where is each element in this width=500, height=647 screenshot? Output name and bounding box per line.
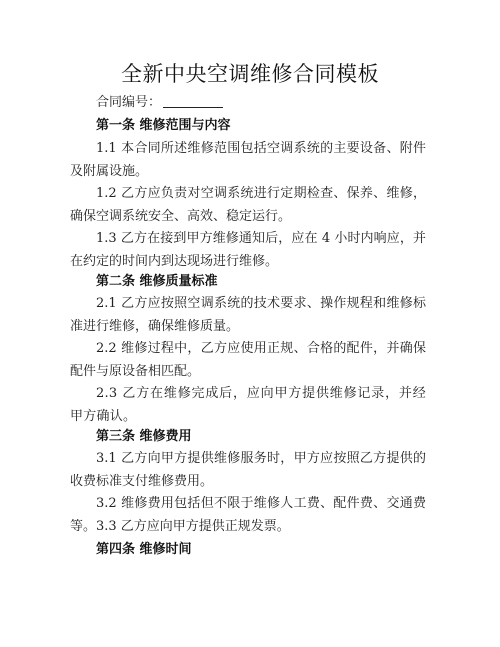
section-3-heading: 第三条 维修费用: [96, 429, 192, 444]
clause-1-2: 1.2 乙方应负责对空调系统进行定期检查、保养、维修，确保空调系统安全、高效、稳定运行。: [70, 186, 426, 224]
clause-2-2: 2.2 维修过程中，乙方应使用正规、合格的配件，并确保配件与原设备相匹配。: [70, 341, 426, 379]
document-title: 全新中央空调维修合同模板: [121, 62, 379, 86]
clause-2-1: 2.1 乙方应按照空调系统的技术要求、操作规程和维修标准进行维修，确保维修质量。: [70, 296, 426, 334]
clause-1-1: 1.1 本合同所述维修范围包括空调系统的主要设备、附件及附属设施。: [70, 141, 426, 179]
clause-1-3: 1.3 乙方在接到甲方维修通知后，应在 4 小时内响应，并在约定的时间内到达现场进行维修。: [70, 231, 426, 269]
section-2-heading: 第二条 维修质量标准: [96, 274, 218, 289]
contract-number-label: 合同编号：: [96, 95, 162, 110]
clause-3-2: 3.2 维修费用包括但不限于维修人工费、配件费、交通费等。: [70, 496, 426, 534]
contract-number-blank: [163, 94, 223, 108]
contract-number-line: [96, 94, 223, 112]
clause-3-3: 3.3 乙方应向甲方提供正规发票。: [96, 519, 290, 534]
clause-3-1: 3.1 乙方向甲方提供维修服务时，甲方应按照乙方提供的收费标准支付维修费用。: [70, 451, 426, 489]
section-1-heading: 第一条 维修范围与内容: [96, 118, 231, 133]
section-4-heading: 第四条 维修时间: [96, 542, 192, 557]
clause-2-3: 2.3 乙方在维修完成后，应向甲方提供维修记录，并经甲方确认。: [70, 386, 426, 424]
